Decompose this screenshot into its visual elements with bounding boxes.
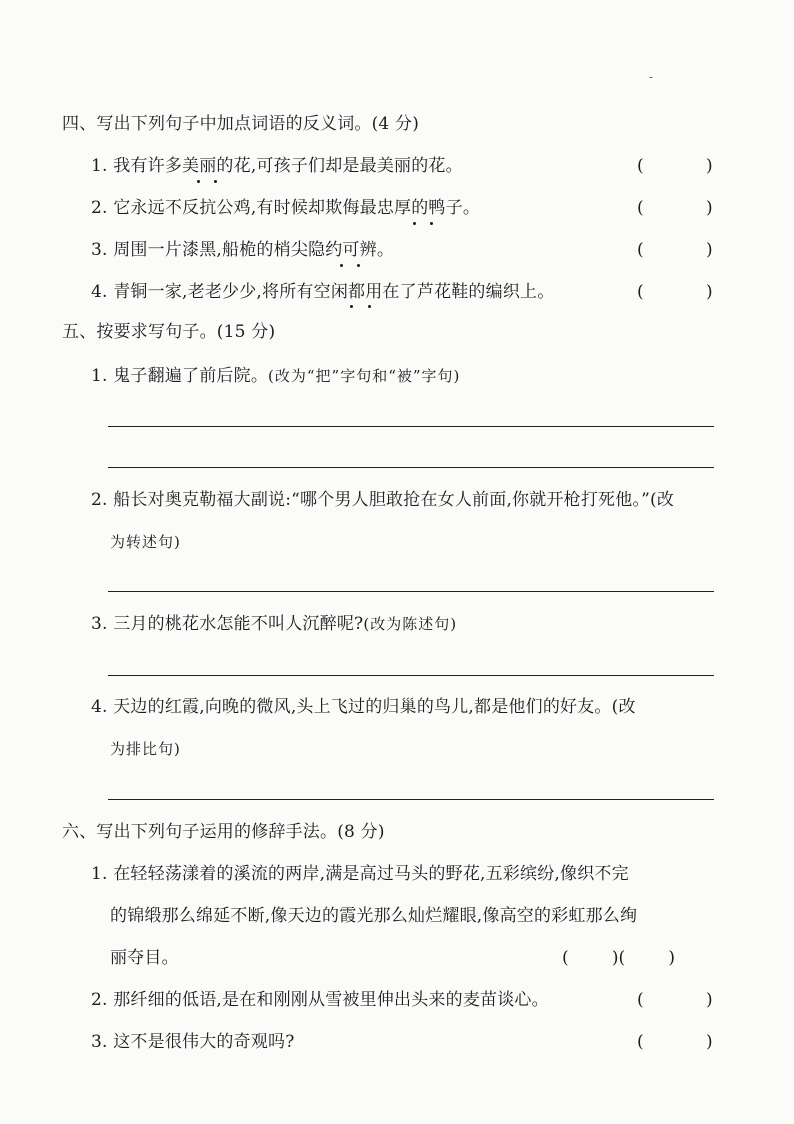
section-6-item-1-cont: 的锦缎那么绵延不断,像天边的霞光那么灿烂耀眼,像高空的彩虹那么绚 <box>110 906 638 926</box>
section-4-item-4: 4. 青铜一家,老老少少,将所有空闲都用在了芦花鞋的编织上。 <box>91 282 555 302</box>
section-5-item-3 <box>91 612 457 636</box>
answer-paren-open: ( <box>637 240 644 260</box>
item-hint: (改为陈述句) <box>363 615 458 633</box>
emphasis-dot <box>430 222 433 225</box>
section-5-title: 五、按要求写句子。(15 分) <box>62 322 276 342</box>
item-hint: (改为“把”字句和“被”字句) <box>268 367 461 385</box>
item-text: 3. 三月的桃花水怎能不叫人沉醉呢? <box>91 614 364 634</box>
section-4-item-3: 3. 周围一片漆黑,船桅的梢尖隐约可辨。 <box>91 240 395 260</box>
answer-line <box>108 799 714 800</box>
answer-paren-open: ( <box>637 1032 644 1052</box>
emphasis-dot <box>214 180 217 183</box>
section-5-item-2-cont: 为转述句) <box>110 533 181 551</box>
corner-mark: - <box>649 70 654 84</box>
answer-line <box>108 591 714 592</box>
answer-paren-close: ) <box>706 198 713 218</box>
section-5-item-1 <box>91 364 460 388</box>
section-6-item-1-cont2: 丽夺目。 <box>110 948 179 968</box>
section-4-item-2: 2. 它永远不反抗公鸡,有时候却欺侮最忠厚的鸭子。 <box>91 198 481 218</box>
emphasis-dot <box>368 305 371 308</box>
section-4-title: 四、写出下列句子中加点词语的反义词。(4 分) <box>62 114 420 134</box>
emphasis-dot <box>197 180 200 183</box>
emphasis-dot <box>340 264 343 267</box>
answer-line <box>108 675 714 676</box>
section-6-item-2: 2. 那纤细的低语,是在和刚刚从雪被里伸出头来的麦苗谈心。 <box>91 990 549 1010</box>
answer-line <box>108 467 714 468</box>
answer-paren-close: ) <box>706 240 713 260</box>
section-6-item-1: 1. 在轻轻荡漾着的溪流的两岸,满是高过马头的野花,五彩缤纷,像织不完 <box>91 864 629 884</box>
item-text: 1. 鬼子翻遍了前后院。 <box>91 366 269 386</box>
answer-paren-open: ( <box>637 282 644 302</box>
answer-line <box>108 426 714 427</box>
answer-paren-open: ( <box>637 198 644 218</box>
answer-double-paren: ( )( ) <box>562 948 675 968</box>
section-5-item-4: 4. 天边的红霞,向晚的微风,头上飞过的归巢的鸟儿,都是他们的好友。(改 <box>91 697 636 717</box>
answer-paren-close: ) <box>706 1032 713 1052</box>
answer-paren-close: ) <box>706 990 713 1010</box>
emphasis-dot <box>350 305 353 308</box>
answer-paren-close: ) <box>706 156 713 176</box>
emphasis-dot <box>413 222 416 225</box>
section-6-title: 六、写出下列句子运用的修辞手法。(8 分) <box>62 822 385 842</box>
answer-paren-close: ) <box>706 282 713 302</box>
section-5-item-4-cont: 为排比句) <box>110 740 181 758</box>
emphasis-dot <box>357 264 360 267</box>
section-5-item-2: 2. 船长对奥克勒福大副说:“哪个男人胆敢抢在女人前面,你就开枪打死他。”(改 <box>91 490 675 510</box>
section-6-item-3: 3. 这不是很伟大的奇观吗? <box>91 1032 295 1052</box>
section-4-item-1: 1. 我有许多美丽的花,可孩子们却是最美丽的花。 <box>91 156 463 176</box>
answer-paren-open: ( <box>637 156 644 176</box>
answer-paren-open: ( <box>637 990 644 1010</box>
